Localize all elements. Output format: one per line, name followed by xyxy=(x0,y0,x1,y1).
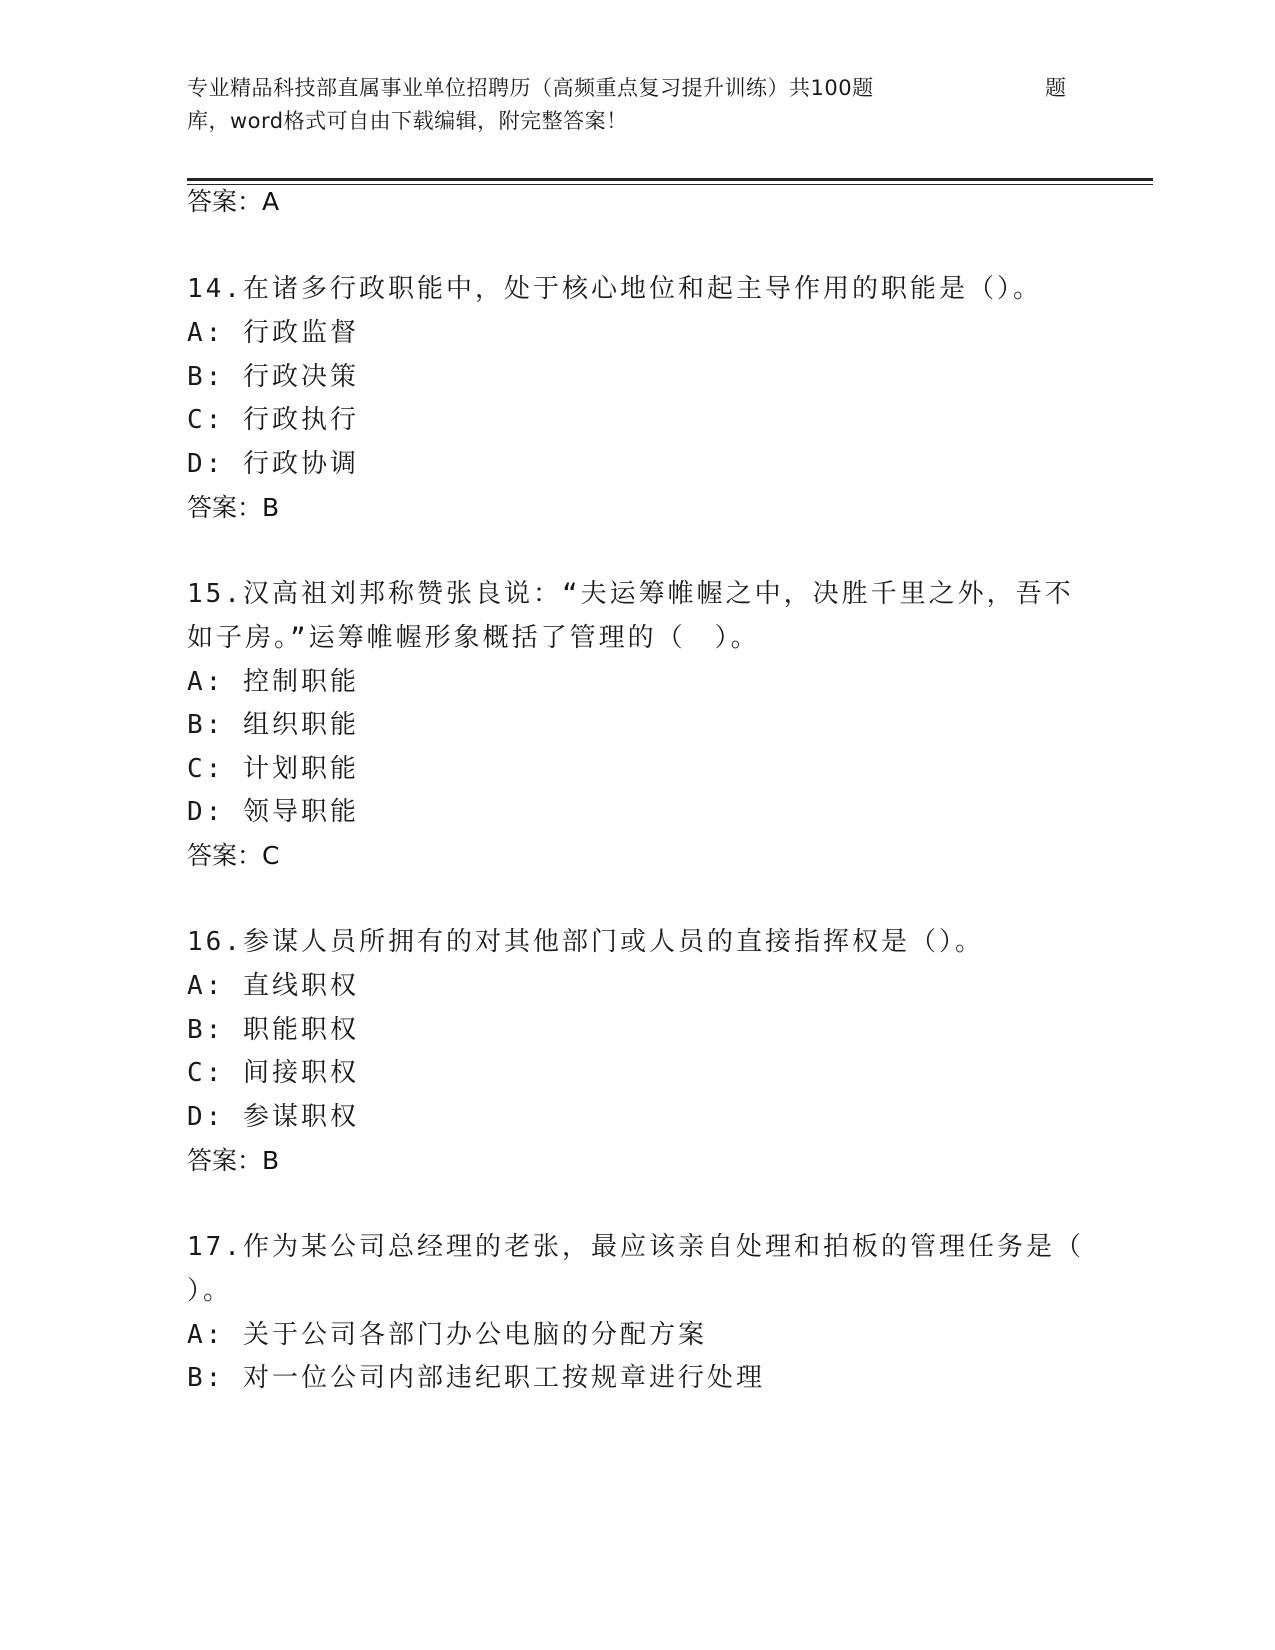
question-17-option-a: A: 关于公司各部门办公电脑的分配方案 xyxy=(187,1320,707,1350)
question-17-stem-line-1: 17.作为某公司总经理的老张，最应该亲自处理和拍板的管理任务是（ xyxy=(187,1232,1084,1262)
page-header xyxy=(187,72,1087,138)
question-14-option-d: D: 行政协调 xyxy=(187,449,359,479)
question-15-option-c: C: 计划职能 xyxy=(187,754,359,784)
answer-15: 答案：C xyxy=(187,841,280,870)
header-line-2: 库，word格式可自由下载编辑，附完整答案！ xyxy=(187,109,628,133)
header-title-tail: 题 xyxy=(1045,76,1067,100)
header-divider-thick xyxy=(187,178,1153,181)
question-15-stem-line-1: 15.汉高祖刘邦称赞张良说：“夫运筹帷幄之中，决胜千里之外，吾不 xyxy=(187,579,1074,609)
question-16-option-d: D: 参谋职权 xyxy=(187,1102,359,1132)
question-16-option-b: B: 职能职权 xyxy=(187,1015,359,1045)
question-16-option-c: C: 间接职权 xyxy=(187,1058,359,1088)
header-line-1 xyxy=(187,72,1087,105)
question-15-stem-line-2: 如子房。”运筹帷幄形象概括了管理的（ ）。 xyxy=(187,623,760,653)
question-14-option-b: B: 行政决策 xyxy=(187,362,359,392)
answer-16: 答案：B xyxy=(187,1146,280,1175)
question-17-stem-line-2: ）。 xyxy=(187,1276,233,1306)
question-15-option-a: A: 控制职能 xyxy=(187,667,359,697)
question-14-option-a: A: 行政监督 xyxy=(187,318,359,348)
answer-14: 答案：B xyxy=(187,493,280,522)
answer-13: 答案：A xyxy=(187,187,280,216)
question-16-option-a: A: 直线职权 xyxy=(187,971,359,1001)
question-14-stem: 14.在诸多行政职能中，处于核心地位和起主导作用的职能是（）。 xyxy=(187,274,1042,304)
question-16-stem: 16.参谋人员所拥有的对其他部门或人员的直接指挥权是（）。 xyxy=(187,927,984,957)
header-title-text: 专业精品科技部直属事业单位招聘历（高频重点复习提升训练）共100题 xyxy=(187,76,874,100)
question-17-option-b: B: 对一位公司内部违纪职工按规章进行处理 xyxy=(187,1363,765,1393)
question-15-option-d: D: 领导职能 xyxy=(187,797,359,827)
header-divider-thin xyxy=(187,184,1153,185)
question-14-option-c: C: 行政执行 xyxy=(187,405,359,435)
question-15-option-b: B: 组织职能 xyxy=(187,710,359,740)
